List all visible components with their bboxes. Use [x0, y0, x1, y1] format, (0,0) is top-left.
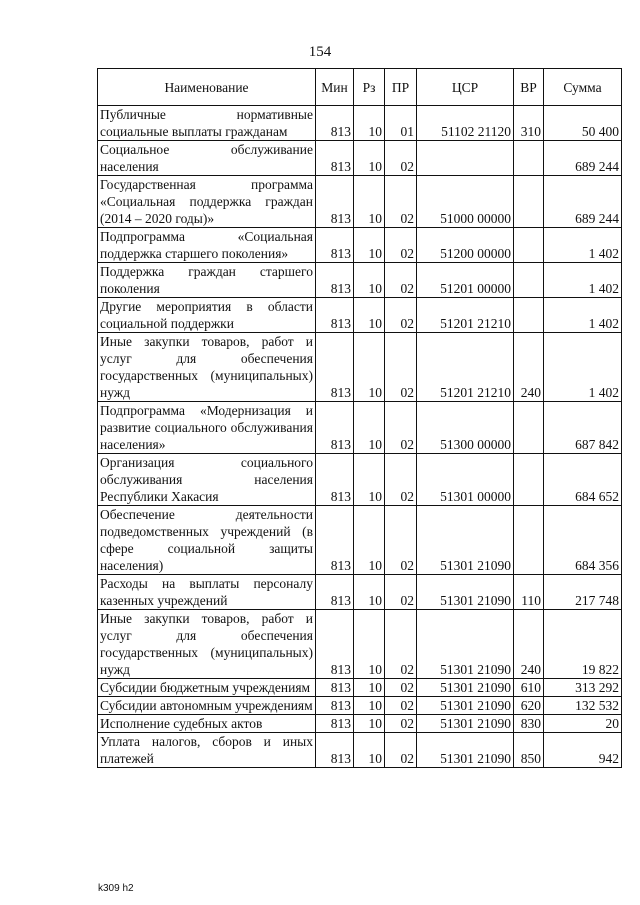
cell-name: Государственная программа «Социальная поддержка граждан (2014 – 2020 годы)» [98, 176, 316, 228]
cell-csr: 51000 00000 [417, 176, 514, 228]
cell-pr: 02 [385, 402, 417, 454]
cell-name: Исполнение судебных актов [98, 715, 316, 733]
cell-min: 813 [316, 697, 354, 715]
cell-name: Расходы на выплаты персоналу казенных учреждений [98, 575, 316, 610]
table-row [98, 402, 622, 454]
cell-pr: 02 [385, 141, 417, 176]
header-name: Наименование [98, 69, 316, 106]
cell-sum: 1 402 [544, 333, 622, 402]
cell-name: Социальное обслуживание населения [98, 141, 316, 176]
cell-min: 813 [316, 141, 354, 176]
table-row [98, 228, 622, 263]
cell-min: 813 [316, 333, 354, 402]
cell-vr: 310 [514, 106, 544, 141]
cell-min: 813 [316, 454, 354, 506]
cell-rz: 10 [354, 575, 385, 610]
cell-sum: 1 402 [544, 298, 622, 333]
cell-vr [514, 454, 544, 506]
cell-min: 813 [316, 176, 354, 228]
cell-name: Иные закупки товаров, работ и услуг для обеспечения государственных (муниципальных) нужд [98, 610, 316, 679]
cell-name: Иные закупки товаров, работ и услуг для обеспечения государственных (муниципальных) нужд [98, 333, 316, 402]
cell-sum: 684 652 [544, 454, 622, 506]
cell-csr: 51201 21210 [417, 298, 514, 333]
cell-pr: 02 [385, 575, 417, 610]
cell-pr: 02 [385, 176, 417, 228]
cell-vr [514, 228, 544, 263]
cell-rz: 10 [354, 402, 385, 454]
cell-sum: 689 244 [544, 141, 622, 176]
header-pr: ПР [385, 69, 417, 106]
cell-vr: 240 [514, 333, 544, 402]
cell-csr: 51301 21090 [417, 610, 514, 679]
cell-pr: 02 [385, 454, 417, 506]
cell-csr: 51102 21120 [417, 106, 514, 141]
cell-pr: 02 [385, 610, 417, 679]
cell-name: Подпрограмма «Социальная поддержка старшего поколения» [98, 228, 316, 263]
cell-name: Другие мероприятия в области социальной поддержки [98, 298, 316, 333]
cell-rz: 10 [354, 263, 385, 298]
cell-rz: 10 [354, 176, 385, 228]
cell-csr: 51201 21210 [417, 333, 514, 402]
cell-csr: 51301 00000 [417, 454, 514, 506]
table-row [98, 679, 622, 697]
cell-vr: 850 [514, 733, 544, 768]
cell-sum: 19 822 [544, 610, 622, 679]
cell-csr: 51301 21090 [417, 575, 514, 610]
cell-name: Обеспечение деятельности подведомственных учреждений (в сфере социальной защиты населения) [98, 506, 316, 575]
cell-csr: 51301 21090 [417, 733, 514, 768]
cell-pr: 01 [385, 106, 417, 141]
cell-csr: 51300 00000 [417, 402, 514, 454]
table-row [98, 106, 622, 141]
cell-sum: 684 356 [544, 506, 622, 575]
cell-sum: 217 748 [544, 575, 622, 610]
cell-rz: 10 [354, 697, 385, 715]
cell-sum: 132 532 [544, 697, 622, 715]
cell-pr: 02 [385, 715, 417, 733]
table-row [98, 141, 622, 176]
header-vr: ВР [514, 69, 544, 106]
cell-vr [514, 176, 544, 228]
cell-min: 813 [316, 106, 354, 141]
cell-sum: 687 842 [544, 402, 622, 454]
cell-rz: 10 [354, 610, 385, 679]
table-row [98, 733, 622, 768]
cell-pr: 02 [385, 733, 417, 768]
cell-vr: 830 [514, 715, 544, 733]
cell-rz: 10 [354, 454, 385, 506]
cell-rz: 10 [354, 733, 385, 768]
cell-vr [514, 506, 544, 575]
table-row [98, 333, 622, 402]
cell-min: 813 [316, 402, 354, 454]
cell-vr: 240 [514, 610, 544, 679]
cell-csr: 51201 00000 [417, 263, 514, 298]
cell-csr: 51301 21090 [417, 715, 514, 733]
table-row [98, 263, 622, 298]
cell-csr: 51301 21090 [417, 679, 514, 697]
header-min: Мин [316, 69, 354, 106]
cell-rz: 10 [354, 228, 385, 263]
cell-min: 813 [316, 733, 354, 768]
cell-csr [417, 141, 514, 176]
table-row [98, 610, 622, 679]
table-header-row [98, 69, 622, 106]
cell-min: 813 [316, 263, 354, 298]
cell-vr: 610 [514, 679, 544, 697]
cell-sum: 1 402 [544, 263, 622, 298]
cell-rz: 10 [354, 715, 385, 733]
cell-pr: 02 [385, 697, 417, 715]
cell-sum: 313 292 [544, 679, 622, 697]
cell-min: 813 [316, 610, 354, 679]
cell-vr [514, 402, 544, 454]
table-row [98, 697, 622, 715]
cell-vr: 110 [514, 575, 544, 610]
cell-pr: 02 [385, 263, 417, 298]
cell-min: 813 [316, 228, 354, 263]
table-row [98, 454, 622, 506]
table-row [98, 715, 622, 733]
budget-table [97, 68, 622, 768]
table-row [98, 176, 622, 228]
cell-pr: 02 [385, 333, 417, 402]
cell-csr: 51301 21090 [417, 506, 514, 575]
cell-name: Организация социального обслуживания населения Республики Хакасия [98, 454, 316, 506]
footer-code: k309 h2 [98, 883, 134, 894]
cell-min: 813 [316, 679, 354, 697]
cell-sum: 942 [544, 733, 622, 768]
cell-csr: 51200 00000 [417, 228, 514, 263]
cell-name: Подпрограмма «Модернизация и развитие социального обслуживания населения» [98, 402, 316, 454]
cell-sum: 20 [544, 715, 622, 733]
cell-name: Субсидии бюджетным учреждениям [98, 679, 316, 697]
cell-min: 813 [316, 298, 354, 333]
cell-rz: 10 [354, 333, 385, 402]
table-row [98, 575, 622, 610]
header-sum: Сумма [544, 69, 622, 106]
cell-csr: 51301 21090 [417, 697, 514, 715]
cell-sum: 50 400 [544, 106, 622, 141]
cell-name: Публичные нормативные социальные выплаты гражданам [98, 106, 316, 141]
cell-min: 813 [316, 575, 354, 610]
cell-name: Уплата налогов, сборов и иных платежей [98, 733, 316, 768]
cell-pr: 02 [385, 298, 417, 333]
cell-pr: 02 [385, 228, 417, 263]
cell-min: 813 [316, 506, 354, 575]
cell-pr: 02 [385, 506, 417, 575]
cell-name: Поддержка граждан старшего поколения [98, 263, 316, 298]
cell-rz: 10 [354, 506, 385, 575]
cell-vr [514, 141, 544, 176]
cell-rz: 10 [354, 679, 385, 697]
header-rz: Рз [354, 69, 385, 106]
cell-vr: 620 [514, 697, 544, 715]
page-number: 154 [308, 44, 332, 60]
cell-rz: 10 [354, 298, 385, 333]
cell-pr: 02 [385, 679, 417, 697]
cell-vr [514, 263, 544, 298]
cell-sum: 689 244 [544, 176, 622, 228]
header-csr: ЦСР [417, 69, 514, 106]
table-row [98, 506, 622, 575]
cell-vr [514, 298, 544, 333]
table-row [98, 298, 622, 333]
cell-rz: 10 [354, 141, 385, 176]
cell-name: Субсидии автономным учреждениям [98, 697, 316, 715]
cell-min: 813 [316, 715, 354, 733]
cell-sum: 1 402 [544, 228, 622, 263]
cell-rz: 10 [354, 106, 385, 141]
